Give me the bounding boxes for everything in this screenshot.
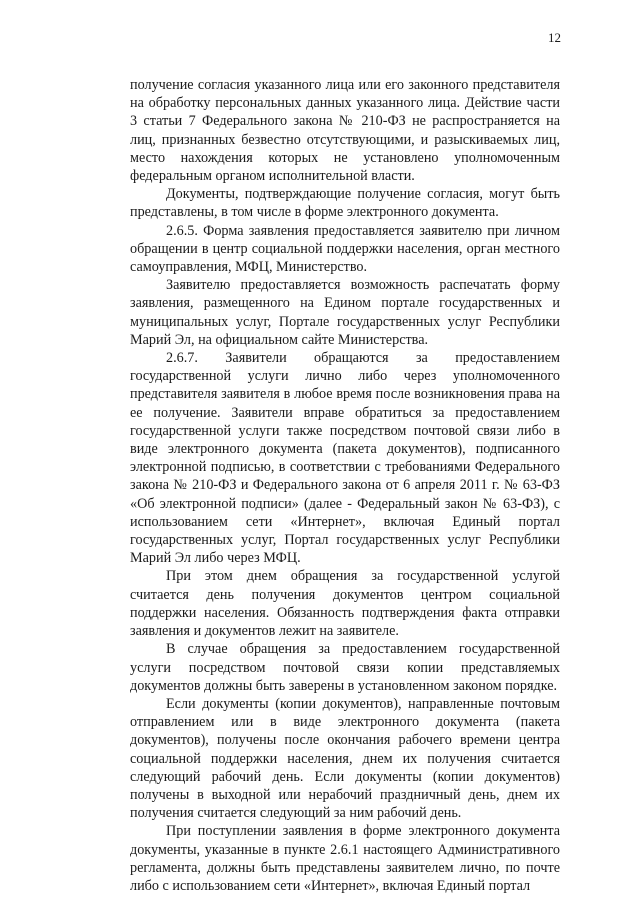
paragraph-consent-continued: получение согласия указанного лица или его законного представителя на обработку персональных данных указанного лица. Действие части 3 статьи 7 Федерального закона № 210-ФЗ не распространяется на лиц, признанных безвестно отсутствующими, и разыскиваемых лиц, место нахождения которых не установлено уполномоченным федеральным органом исполнительной власти. (130, 77, 560, 185)
paragraph-2-6-7: 2.6.7. Заявители обращаются за предоставлением государственной услуги лично либо через уполномоченного представителя заявителя в любое время после возникновения права на ее получение. Заявители вправе обратиться за предоставлением государственной услуги также посредством почтовой связи либо в виде электронного документа (пакета документов), подписанного электронной подписью, в соответствии с требованиями Федерального закона № 210-ФЗ и Федерального закона от 6 апреля 2011 г. № 63-ФЗ «Об электронной подписи» (далее - Федеральный закон № 63-ФЗ), с использованием сети «Интернет», включая Единый портал государственных услуг, Портал государственных услуг Республики Марий Эл либо через МФЦ. (130, 350, 560, 567)
paragraph-2-6-5: 2.6.5. Форма заявления предоставляется заявителю при личном обращении в центр социальной поддержки населения, орган местного самоуправления, МФЦ, Министерство. (130, 222, 560, 276)
paragraph-application-day: При этом днем обращения за государственной услугой считается день получения документов центром социальной поддержки населения. Обязанность подтверждения факта отправки заявления и документов лежит на заявителе. (130, 568, 560, 640)
paragraph-print-form: Заявителю предоставляется возможность распечатать форму заявления, размещенного на Едином портале государственных и муниципальных услуг, Портале государственных услуг Республики Марий Эл, на официальном сайте Министерства. (130, 277, 560, 348)
paragraph-consent-documents: Документы, подтверждающие получение согласия, могут быть представлены, в том числе в форме электронного документа. (130, 186, 560, 221)
page-number: 12 (548, 30, 561, 45)
document-body (130, 76, 560, 895)
paragraph-electronic-submission: При поступлении заявления в форме электронного документа документы, указанные в пункте 2.6.1 настоящего Административного регламента, должны быть представлены заявителем лично, по почте либо с использованием сети «Интернет», включая Единый портал (130, 823, 560, 894)
paragraph-postal-copies: В случае обращения за предоставлением государственной услуги посредством почтовой связи копии представляемых документов должны быть заверены в установленном законом порядке. (130, 641, 560, 694)
paragraph-after-hours: Если документы (копии документов), направленные почтовым отправлением или в виде электронного документа (пакета документов), получены после окончания рабочего времени центра социальной поддержки населения, днем их получения считается следующий рабочий день. Если документы (копии документов) получены в выходной или нерабочий праздничный день, днем их получения считается следующий за ним рабочий день. (130, 695, 560, 822)
